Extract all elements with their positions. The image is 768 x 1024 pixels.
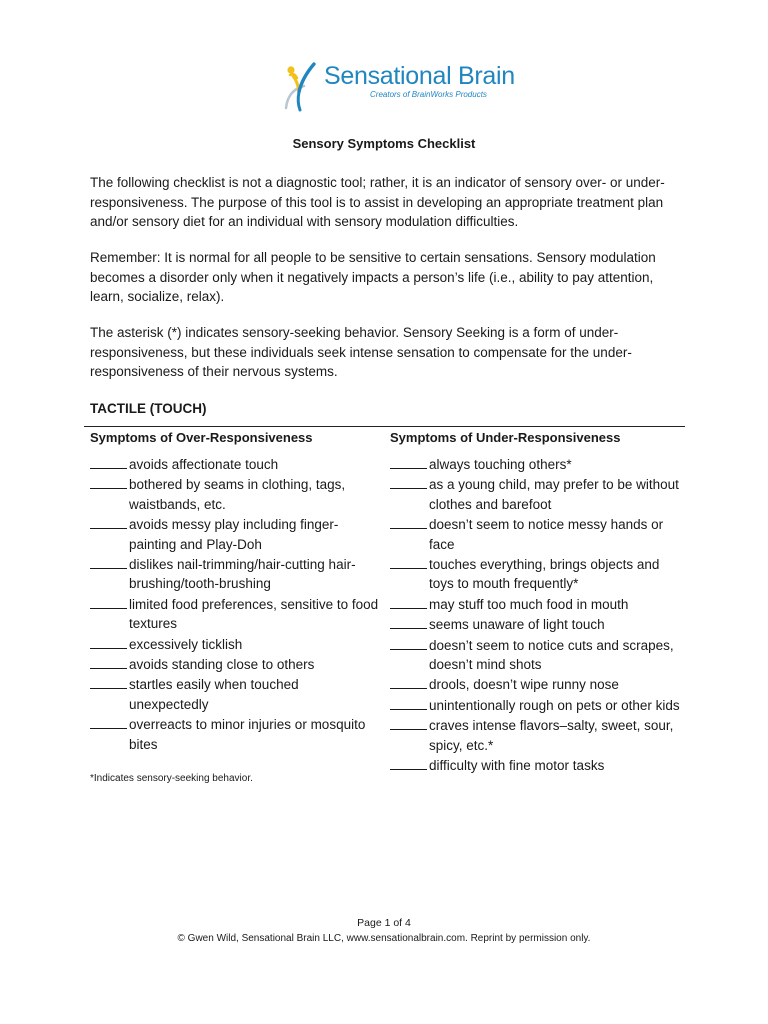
checklist-item [90,554,380,594]
document-title: Sensory Symptoms Checklist [292,136,476,151]
over-responsiveness-column [90,428,380,754]
checkbox-blank-line[interactable] [390,635,427,650]
checklist-item-text: startles easily when touched unexpectedly [129,677,299,712]
checklist-item-text: excessively ticklish [129,636,243,652]
checkbox-blank-line[interactable] [90,514,127,529]
logo-wordmark: Sensational Brain [324,62,515,90]
checklist-item [90,514,380,554]
checkbox-blank-line[interactable] [390,554,427,569]
intro-paragraph: The following checklist is not a diagnostic tool; rather, it is an indicator of sensory over- or under-responsiveness. The purpose of this tool is to assist in developing an appropriate treatment plan and/or sensory diet for an individual with sensory modulation difficulties. [90,175,665,229]
checkbox-blank-line[interactable] [390,614,427,629]
checklist-item [390,755,680,775]
checkbox-blank-line[interactable] [90,594,127,609]
checklist-item [390,594,680,614]
checkbox-blank-line[interactable] [90,654,127,669]
reminder-paragraph: Remember: It is normal for all people to be sensitive to certain sensations. Sensory modulation becomes a disorder only when it negatively impacts a person’s life (i.e., ability to pay attention, learn, socialize, relax). [90,250,656,304]
checkbox-blank-line[interactable] [390,715,427,730]
checkbox-blank-line[interactable] [390,755,427,770]
checklist-item-text: bothered by seams in clothing, tags, waistbands, etc. [129,477,346,512]
checklist-item [390,635,680,675]
checklist-item-text: doesn’t seem to notice messy hands or face [429,517,664,552]
brain-figure-logo-icon [282,60,326,112]
checklist-item [390,695,680,715]
checkbox-blank-line[interactable] [390,514,427,529]
over-responsiveness-list [90,454,380,754]
checklist-item-text: always touching others* [429,457,572,472]
checklist-item [90,594,380,634]
checkbox-blank-line[interactable] [90,634,127,649]
checklist-item [90,474,380,514]
logo-tagline: Creators of BrainWorks Products [370,90,487,99]
checklist-item-text: avoids standing close to others [129,657,315,673]
checklist-item-text: drools, doesn’t wipe runny nose [429,677,619,693]
checklist-item-text: overreacts to minor injuries or mosquito bites [129,717,366,752]
checkbox-blank-line[interactable] [90,474,127,489]
checklist-item-text: difficulty with fine motor tasks [429,758,605,774]
company-logo [282,60,515,112]
checklist-item [390,674,680,694]
checklist-item [390,514,680,554]
checklist-item-text: avoids messy play including finger-painting and Play-Doh [129,517,339,552]
checkbox-blank-line[interactable] [90,714,127,729]
column-heading: Symptoms of Under-Responsiveness [390,430,621,445]
checklist-item-text: craves intense flavors–salty, sweet, sour, spicy, etc.* [429,718,674,753]
under-responsiveness-column [390,428,680,776]
checklist-item-text: seems unaware of light touch [429,617,605,633]
checkbox-blank-line[interactable] [90,554,127,569]
page-number: Page 1 of 4 [357,917,411,929]
checklist-item [90,454,380,474]
checklist-item [90,714,380,754]
footnote: *Indicates sensory-seeking behavior. [90,773,253,784]
checkbox-blank-line[interactable] [390,674,427,689]
checklist-item [390,454,680,474]
checkbox-blank-line[interactable] [390,594,427,609]
checklist-item [90,674,380,714]
checkbox-blank-line[interactable] [390,474,427,489]
checklist-item-text: limited food preferences, sensitive to food textures [129,596,379,632]
checklist-item-text: may stuff too much food in mouth [429,596,629,612]
checklist-item-text: touches everything, brings objects and toys to mouth frequently* [429,557,660,592]
checklist-item [90,634,380,654]
checkbox-blank-line[interactable] [90,454,127,469]
checklist-item-text: as a young child, may prefer to be without clothes and barefoot [429,477,679,512]
section-heading: TACTILE (TOUCH) [90,401,207,416]
checkbox-blank-line[interactable] [90,674,127,689]
checklist-item [390,474,680,514]
checklist-item-text: dislikes nail-trimming/hair-cutting hair-brushing/tooth-brushing [129,557,356,592]
copyright-notice: © Gwen Wild, Sensational Brain LLC, www.sensationalbrain.com. Reprint by permission only. [177,933,591,944]
checklist-item [390,614,680,634]
asterisk-paragraph: The asterisk (*) indicates sensory-seeking behavior. Sensory Seeking is a form of under-responsiveness, but these individuals seek intense sensation to compensate for the under-responsiveness of their nervous systems. [90,325,632,379]
checklist-item [390,715,680,755]
checklist-item [390,554,680,594]
under-responsiveness-list [390,454,680,776]
checklist-item-text: unintentionally rough on pets or other kids [429,697,680,713]
checklist-item-text: doesn’t seem to notice cuts and scrapes, doesn’t mind shots [429,637,674,673]
checklist-item [90,654,380,674]
checkbox-blank-line[interactable] [390,454,427,469]
section-divider [84,426,685,427]
column-heading: Symptoms of Over-Responsiveness [90,430,313,445]
checkbox-blank-line[interactable] [390,695,427,710]
checklist-item-text: avoids affectionate touch [129,457,279,472]
